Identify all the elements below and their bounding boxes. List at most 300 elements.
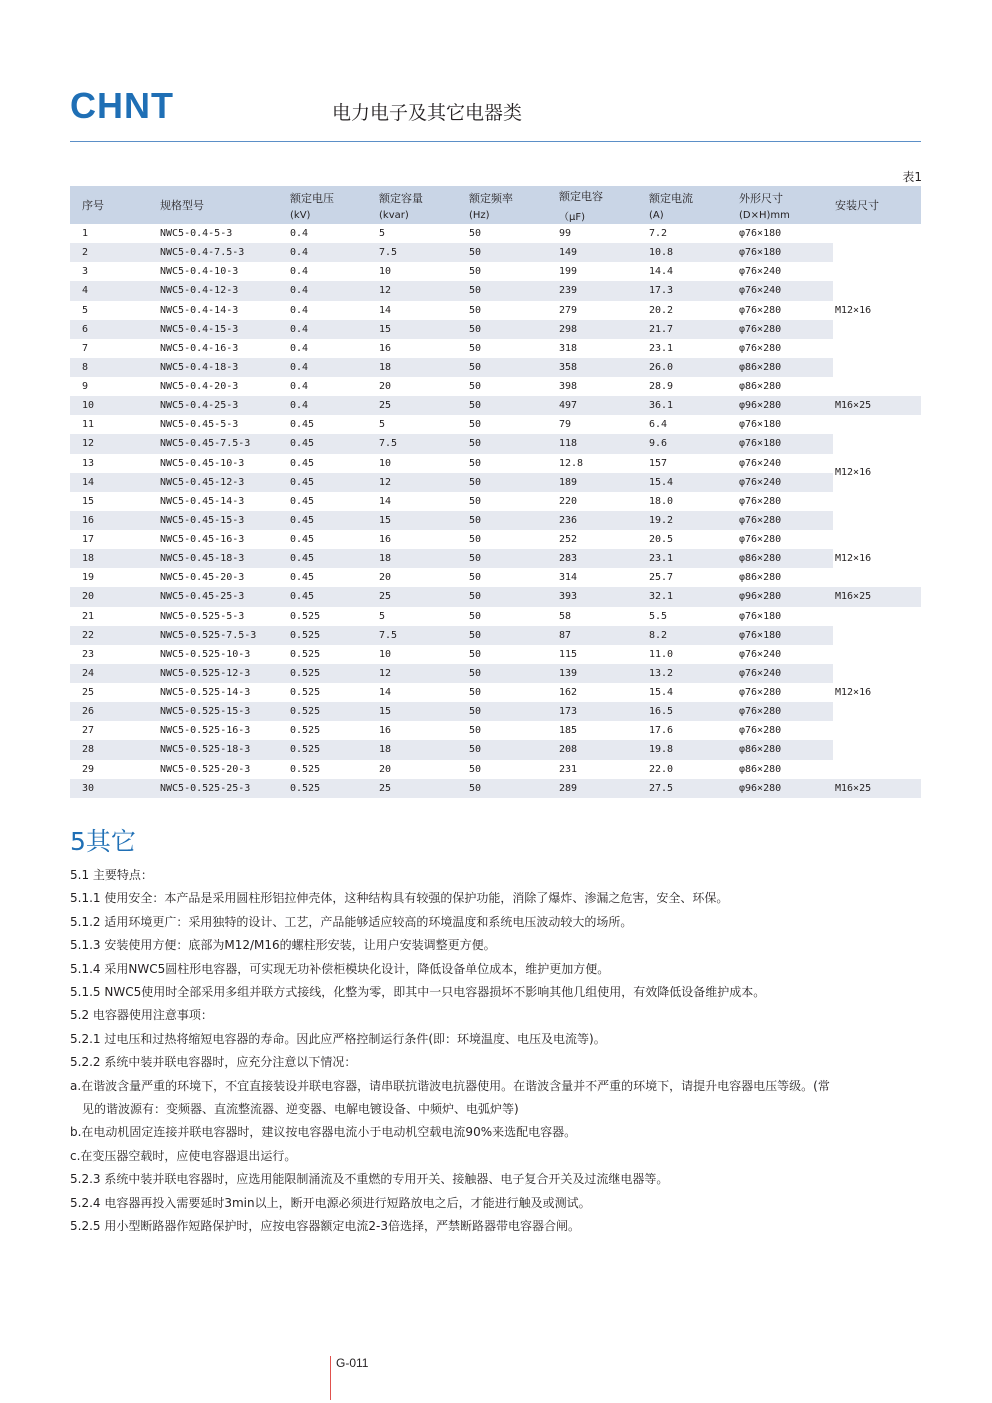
table-row — [70, 740, 921, 759]
row-index-cell: 2 — [70, 243, 160, 262]
row-voltage-cell: 0.45 — [290, 457, 315, 469]
row-current-cell: 19.2 — [649, 511, 739, 530]
row-capacitance-cell: 318 — [559, 342, 578, 354]
row-dimensions-cell: φ96×280 — [739, 779, 833, 798]
row-frequency-cell: 50 — [469, 434, 559, 453]
row-capacitance-cell: 118 — [559, 434, 649, 453]
row-model-cell: NWC5-0.4-16-3 — [160, 342, 239, 354]
row-index-cell: 25 — [82, 687, 95, 699]
row-frequency-cell: 50 — [469, 381, 482, 393]
row-capacitance-cell: 298 — [559, 320, 649, 339]
page-number: G-011 — [336, 1356, 369, 1370]
table-row — [70, 358, 921, 377]
row-capacitance-cell: 393 — [559, 587, 649, 606]
row-capacitance-cell: 185 — [559, 725, 578, 737]
row-voltage-cell: 0.4 — [290, 381, 309, 393]
row-capacitance-cell: 208 — [559, 740, 649, 759]
row-capacity-cell: 5 — [379, 419, 386, 431]
row-dimensions-cell: φ76×180 — [739, 228, 782, 240]
row-current-cell: 16.5 — [649, 702, 739, 721]
col-header-current: 额定电流 (A) — [649, 186, 739, 224]
row-dimensions-cell: φ86×280 — [739, 381, 782, 393]
row-model-cell: NWC5-0.525-12-3 — [160, 664, 290, 683]
col-header-dimensions: 外形尺寸 (D×H)mm — [739, 186, 833, 224]
row-capacity-cell: 25 — [379, 779, 469, 798]
row-model-cell: NWC5-0.525-20-3 — [160, 763, 251, 775]
table-row — [70, 587, 921, 606]
row-current-cell: 6.4 — [649, 419, 668, 431]
row-dimensions-cell: φ76×280 — [739, 702, 833, 721]
row-voltage-cell: 0.525 — [290, 626, 379, 645]
row-dimensions-cell: φ76×180 — [739, 243, 833, 262]
row-current-cell: 21.7 — [649, 320, 739, 339]
row-capacitance-cell: 79 — [559, 419, 572, 431]
row-capacitance-cell: 239 — [559, 281, 649, 300]
row-current-cell: 10.8 — [649, 243, 739, 262]
row-frequency-cell: 50 — [469, 549, 559, 568]
row-capacitance-cell: 398 — [559, 381, 578, 393]
row-frequency-cell: 50 — [469, 740, 559, 759]
row-dimensions-cell: φ76×180 — [739, 434, 833, 453]
row-dimensions-cell: φ76×280 — [739, 495, 782, 507]
row-capacity-cell: 20 — [379, 763, 392, 775]
row-voltage-cell: 0.525 — [290, 664, 379, 683]
row-capacitance-cell: 199 — [559, 266, 578, 278]
row-frequency-cell: 50 — [469, 358, 559, 377]
row-current-cell: 22.0 — [649, 763, 674, 775]
row-capacitance-cell: 58 — [559, 610, 572, 622]
row-dimensions-cell: φ86×280 — [739, 763, 782, 775]
col-header-capacitance: 额定电容 （μF) — [559, 186, 649, 224]
table-row — [70, 243, 921, 262]
row-capacity-cell: 15 — [379, 320, 469, 339]
row-index-cell: 3 — [82, 266, 89, 278]
row-voltage-cell: 0.4 — [290, 281, 379, 300]
row-index-cell: 7 — [82, 342, 89, 354]
table-row — [70, 607, 921, 626]
row-capacitance-cell: 189 — [559, 473, 649, 492]
row-index-cell: 15 — [82, 495, 95, 507]
row-current-cell: 27.5 — [649, 779, 739, 798]
row-frequency-cell: 50 — [469, 342, 482, 354]
row-model-cell: NWC5-0.45-7.5-3 — [160, 434, 290, 453]
note-paragraph: 5.2 电容器使用注意事项： — [70, 1008, 213, 1023]
row-voltage-cell: 0.4 — [290, 243, 379, 262]
row-capacitance-cell: 162 — [559, 687, 578, 699]
row-capacity-cell: 16 — [379, 342, 392, 354]
row-current-cell: 13.2 — [649, 664, 739, 683]
row-index-cell: 28 — [70, 740, 160, 759]
row-frequency-cell: 50 — [469, 648, 482, 660]
row-voltage-cell: 0.525 — [290, 648, 321, 660]
row-frequency-cell: 50 — [469, 763, 482, 775]
row-current-cell: 23.1 — [649, 342, 674, 354]
row-voltage-cell: 0.45 — [290, 473, 379, 492]
row-index-cell: 26 — [70, 702, 160, 721]
row-frequency-cell: 50 — [469, 243, 559, 262]
row-current-cell: 15.4 — [649, 473, 739, 492]
row-dimensions-cell: φ76×280 — [739, 534, 782, 546]
page-title: 电力电子及其它电器类 — [332, 102, 523, 124]
row-current-cell: 32.1 — [649, 587, 739, 606]
note-paragraph: 5.2.4 电容器再投入需要延时3min以上，断开电源必须进行短路放电之后，才能进行触及或测试。 — [70, 1195, 591, 1210]
row-voltage-cell: 0.4 — [290, 358, 379, 377]
row-capacity-cell: 10 — [379, 648, 392, 660]
row-model-cell: NWC5-0.45-18-3 — [160, 549, 290, 568]
row-capacity-cell: 14 — [379, 304, 392, 316]
row-capacitance-cell: 497 — [559, 396, 649, 415]
row-frequency-cell: 50 — [469, 457, 482, 469]
row-capacity-cell: 16 — [379, 534, 392, 546]
chint-logo: CHNT — [70, 85, 174, 126]
row-model-cell: NWC5-0.525-5-3 — [160, 610, 245, 622]
note-paragraph: c.在变压器空载时，应使电容器退出运行。 — [70, 1148, 297, 1163]
row-capacitance-cell: 252 — [559, 534, 578, 546]
table-row — [70, 530, 921, 549]
row-capacity-cell: 14 — [379, 687, 392, 699]
row-current-cell: 14.4 — [649, 266, 674, 278]
row-current-cell: 19.8 — [649, 740, 739, 759]
row-voltage-cell: 0.525 — [290, 702, 379, 721]
row-capacitance-cell: 149 — [559, 243, 649, 262]
table-row — [70, 645, 921, 664]
row-voltage-cell: 0.525 — [290, 725, 321, 737]
row-capacity-cell: 18 — [379, 358, 469, 377]
row-voltage-cell: 0.4 — [290, 228, 309, 240]
row-capacitance-cell: 283 — [559, 549, 649, 568]
row-current-cell: 23.1 — [649, 549, 739, 568]
row-dimensions-cell: φ76×280 — [739, 342, 782, 354]
row-voltage-cell: 0.525 — [290, 740, 379, 759]
row-model-cell: NWC5-0.45-20-3 — [160, 572, 245, 584]
row-frequency-cell: 50 — [469, 610, 482, 622]
row-frequency-cell: 50 — [469, 281, 559, 300]
row-frequency-cell: 50 — [469, 664, 559, 683]
row-index-cell: 12 — [70, 434, 160, 453]
notes-section — [70, 864, 921, 1239]
row-dimensions-cell: φ76×240 — [739, 281, 833, 300]
row-capacity-cell: 16 — [379, 725, 392, 737]
row-current-cell: 17.3 — [649, 281, 739, 300]
row-index-cell: 13 — [82, 457, 95, 469]
row-voltage-cell: 0.45 — [290, 511, 379, 530]
note-paragraph: b.在电动机固定连接并联电容器时，建议按电容器电流小于电动机空载电流90%来选配电容器。 — [70, 1125, 577, 1140]
table-row — [70, 626, 921, 645]
row-model-cell: NWC5-0.525-14-3 — [160, 687, 251, 699]
row-model-cell: NWC5-0.525-25-3 — [160, 779, 290, 798]
row-frequency-cell: 50 — [469, 266, 482, 278]
row-current-cell: 157 — [649, 457, 668, 469]
row-dimensions-cell: φ76×240 — [739, 664, 833, 683]
row-capacity-cell: 10 — [379, 457, 392, 469]
row-dimensions-cell: φ86×280 — [739, 740, 833, 759]
table-header-row — [70, 186, 921, 224]
row-dimensions-cell: φ76×240 — [739, 648, 782, 660]
row-index-cell: 6 — [70, 320, 160, 339]
row-voltage-cell: 0.45 — [290, 549, 379, 568]
row-dimensions-cell: φ86×280 — [739, 358, 833, 377]
row-capacity-cell: 20 — [379, 572, 392, 584]
table-row — [70, 549, 921, 568]
row-voltage-cell: 0.525 — [290, 687, 321, 699]
table-row — [70, 301, 921, 320]
row-dimensions-cell: φ86×280 — [739, 549, 833, 568]
row-voltage-cell: 0.525 — [290, 763, 321, 775]
row-voltage-cell: 0.45 — [290, 495, 315, 507]
row-voltage-cell: 0.45 — [290, 419, 315, 431]
row-current-cell: 25.7 — [649, 572, 674, 584]
row-mounting-cell: M12×16 — [833, 530, 921, 587]
row-model-cell: NWC5-0.45-14-3 — [160, 495, 245, 507]
row-model-cell: NWC5-0.4-25-3 — [160, 396, 290, 415]
row-capacity-cell: 12 — [379, 473, 469, 492]
row-index-cell: 27 — [82, 725, 95, 737]
row-model-cell: NWC5-0.45-10-3 — [160, 457, 245, 469]
table-row — [70, 568, 921, 587]
row-current-cell: 28.9 — [649, 381, 674, 393]
row-model-cell: NWC5-0.525-16-3 — [160, 725, 251, 737]
row-frequency-cell: 50 — [469, 572, 482, 584]
row-index-cell: 29 — [82, 763, 95, 775]
row-capacity-cell: 7.5 — [379, 626, 469, 645]
row-mounting-cell: M12×16 — [833, 224, 921, 396]
row-frequency-cell: 50 — [469, 320, 559, 339]
row-dimensions-cell: φ96×280 — [739, 396, 833, 415]
row-model-cell: NWC5-0.4-5-3 — [160, 228, 233, 240]
row-capacity-cell: 12 — [379, 664, 469, 683]
row-index-cell: 11 — [82, 419, 95, 431]
row-model-cell: NWC5-0.525-18-3 — [160, 740, 290, 759]
table-row — [70, 779, 921, 798]
row-voltage-cell: 0.4 — [290, 266, 309, 278]
row-capacitance-cell: 236 — [559, 511, 649, 530]
row-dimensions-cell: φ76×280 — [739, 687, 782, 699]
col-header-frequency: 额定频率 (Hz) — [469, 186, 559, 224]
row-index-cell: 21 — [82, 610, 95, 622]
row-capacitance-cell: 358 — [559, 358, 649, 377]
row-model-cell: NWC5-0.45-5-3 — [160, 419, 239, 431]
table-row — [70, 492, 921, 511]
row-capacity-cell: 12 — [379, 281, 469, 300]
header-divider — [70, 141, 921, 142]
row-model-cell: NWC5-0.4-12-3 — [160, 281, 290, 300]
row-dimensions-cell: φ76×240 — [739, 457, 782, 469]
table-body — [70, 224, 921, 798]
row-current-cell: 20.5 — [649, 534, 674, 546]
row-dimensions-cell: φ76×280 — [739, 320, 833, 339]
row-voltage-cell: 0.4 — [290, 320, 379, 339]
row-frequency-cell: 50 — [469, 473, 559, 492]
row-capacitance-cell: 115 — [559, 648, 578, 660]
table-row — [70, 683, 921, 702]
row-dimensions-cell: φ76×280 — [739, 304, 782, 316]
row-index-cell: 17 — [82, 534, 95, 546]
row-capacitance-cell: 173 — [559, 702, 649, 721]
footer-accent-line — [330, 1356, 331, 1400]
note-paragraph: 5.1 主要特点： — [70, 868, 153, 882]
row-capacity-cell: 5 — [379, 610, 386, 622]
table-row — [70, 224, 921, 243]
row-model-cell: NWC5-0.525-7.5-3 — [160, 626, 290, 645]
table-row — [70, 377, 921, 396]
table-row — [70, 511, 921, 530]
row-capacity-cell: 15 — [379, 702, 469, 721]
note-paragraph: 5.2.3 系统中装并联电容器时，应选用能限制涌流及不重燃的专用开关、接触器、电子复合开关及过流继电器等。 — [70, 1172, 669, 1187]
row-frequency-cell: 50 — [469, 419, 482, 431]
row-index-cell: 20 — [70, 587, 160, 606]
table-row — [70, 434, 921, 453]
row-capacitance-cell: 220 — [559, 495, 578, 507]
row-model-cell: NWC5-0.45-25-3 — [160, 587, 290, 606]
row-voltage-cell: 0.45 — [290, 572, 315, 584]
row-dimensions-cell: φ76×180 — [739, 610, 782, 622]
row-index-cell: 9 — [82, 381, 89, 393]
row-frequency-cell: 50 — [469, 534, 482, 546]
row-current-cell: 17.6 — [649, 725, 674, 737]
row-frequency-cell: 50 — [469, 228, 482, 240]
row-index-cell: 10 — [70, 396, 160, 415]
col-header-mounting: 安装尺寸 — [833, 186, 921, 224]
row-index-cell: 24 — [70, 664, 160, 683]
row-voltage-cell: 0.4 — [290, 304, 309, 316]
row-frequency-cell: 50 — [469, 702, 559, 721]
row-dimensions-cell: φ96×280 — [739, 587, 833, 606]
table-row — [70, 454, 921, 473]
row-dimensions-cell: φ76×180 — [739, 419, 782, 431]
row-capacity-cell: 7.5 — [379, 243, 469, 262]
row-frequency-cell: 50 — [469, 511, 559, 530]
table-row — [70, 760, 921, 779]
table-row — [70, 262, 921, 281]
row-capacitance-cell: 289 — [559, 779, 649, 798]
row-index-cell: 8 — [70, 358, 160, 377]
row-frequency-cell: 50 — [469, 396, 559, 415]
col-header-voltage: 额定电压 (kV) — [290, 186, 379, 224]
row-model-cell: NWC5-0.4-10-3 — [160, 266, 239, 278]
row-index-cell: 18 — [70, 549, 160, 568]
table-row — [70, 339, 921, 358]
table-row — [70, 415, 921, 434]
row-capacity-cell: 18 — [379, 549, 469, 568]
row-voltage-cell: 0.4 — [290, 396, 379, 415]
row-mounting-cell: M16×25 — [833, 396, 921, 415]
row-voltage-cell: 0.45 — [290, 434, 379, 453]
row-capacity-cell: 10 — [379, 266, 392, 278]
row-capacitance-cell: 87 — [559, 626, 649, 645]
row-index-cell: 5 — [82, 304, 89, 316]
row-current-cell: 8.2 — [649, 626, 739, 645]
row-index-cell: 16 — [70, 511, 160, 530]
row-capacity-cell: 7.5 — [379, 434, 469, 453]
row-index-cell: 22 — [70, 626, 160, 645]
note-paragraph: 5.2.2 系统中装并联电容器时，应充分注意以下情况： — [70, 1055, 357, 1070]
row-voltage-cell: 0.525 — [290, 610, 321, 622]
row-current-cell: 5.5 — [649, 610, 668, 622]
row-dimensions-cell: φ76×240 — [739, 266, 782, 278]
row-model-cell: NWC5-0.4-14-3 — [160, 304, 239, 316]
row-model-cell: NWC5-0.45-12-3 — [160, 473, 290, 492]
note-paragraph: 5.1.3 安装使用方便：底部为M12/M16的螺柱形安装，让用户安装调整更方便。 — [70, 938, 496, 953]
table-row — [70, 320, 921, 339]
row-capacity-cell: 25 — [379, 396, 469, 415]
table-row — [70, 702, 921, 721]
row-model-cell: NWC5-0.4-7.5-3 — [160, 243, 290, 262]
table-row — [70, 721, 921, 740]
note-paragraph: 5.1.1 使用安全：本产品是采用圆柱形铝拉伸壳体，这种结构具有较强的保护功能，消除了爆炸、渗漏之危害，安全、环保。 — [70, 891, 729, 906]
note-paragraph: 5.2.5 用小型断路器作短路保护时，应按电容器额定电流2-3倍选择，严禁断路器带电容器合闸。 — [70, 1219, 580, 1234]
spec-table — [70, 186, 921, 798]
row-current-cell: 11.0 — [649, 648, 674, 660]
row-frequency-cell: 50 — [469, 779, 559, 798]
row-model-cell: NWC5-0.525-10-3 — [160, 648, 251, 660]
row-frequency-cell: 50 — [469, 626, 559, 645]
note-paragraph: 5.1.4 采用NWC5圆柱形电容器，可实现无功补偿柜模块化设计，降低设备单位成本，维护更加方便。 — [70, 961, 610, 976]
table-row — [70, 473, 921, 492]
row-index-cell: 14 — [70, 473, 160, 492]
row-index-cell: 23 — [82, 648, 95, 660]
col-header-index: 序号 — [70, 186, 160, 224]
row-capacity-cell: 5 — [379, 228, 386, 240]
row-frequency-cell: 50 — [469, 687, 482, 699]
row-voltage-cell: 0.525 — [290, 779, 379, 798]
row-frequency-cell: 50 — [469, 495, 482, 507]
row-current-cell: 20.2 — [649, 304, 674, 316]
row-index-cell: 30 — [70, 779, 160, 798]
table-row — [70, 281, 921, 300]
row-frequency-cell: 50 — [469, 725, 482, 737]
col-header-model: 规格型号 — [160, 186, 290, 224]
section-title: 5其它 — [70, 827, 136, 856]
col-header-capacity: 额定容量 (kvar) — [379, 186, 469, 224]
row-voltage-cell: 0.45 — [290, 534, 315, 546]
row-frequency-cell: 50 — [469, 304, 482, 316]
note-paragraph: 5.1.2 适用环境更广：采用独特的设计、工艺，产品能够适应较高的环境温度和系统电压波动较大的场所。 — [70, 914, 633, 929]
row-capacity-cell: 18 — [379, 740, 469, 759]
row-dimensions-cell: φ76×240 — [739, 473, 833, 492]
row-model-cell: NWC5-0.525-15-3 — [160, 702, 290, 721]
row-index-cell: 1 — [82, 228, 89, 240]
table-row — [70, 664, 921, 683]
table-caption: 表1 — [902, 170, 922, 184]
note-paragraph: 5.2.1 过电压和过热将缩短电容器的寿命。因此应严格控制运行条件(即：环境温度、电压及电流等)。 — [70, 1031, 606, 1046]
row-model-cell: NWC5-0.4-20-3 — [160, 381, 239, 393]
row-capacitance-cell: 231 — [559, 763, 578, 775]
row-current-cell: 36.1 — [649, 396, 739, 415]
table-row — [70, 396, 921, 415]
note-paragraph: a.在谐波含量严重的环境下，不宜直接装设并联电容器，请串联抗谐波电抗器使用。在谐波含量并不严重的环境下，请提升电容器电压等级。(常 — [70, 1078, 830, 1093]
row-mounting-cell: M12×16 — [833, 415, 921, 530]
row-model-cell: NWC5-0.4-15-3 — [160, 320, 290, 339]
row-capacitance-cell: 99 — [559, 228, 572, 240]
row-capacity-cell: 15 — [379, 511, 469, 530]
row-index-cell: 19 — [82, 572, 95, 584]
row-mounting-cell: M16×25 — [833, 587, 921, 606]
row-current-cell: 18.0 — [649, 495, 674, 507]
row-frequency-cell: 50 — [469, 587, 559, 606]
row-mounting-cell: M16×25 — [833, 779, 921, 798]
row-current-cell: 15.4 — [649, 687, 674, 699]
row-capacity-cell: 25 — [379, 587, 469, 606]
row-model-cell: NWC5-0.45-15-3 — [160, 511, 290, 530]
row-capacity-cell: 14 — [379, 495, 392, 507]
row-voltage-cell: 0.45 — [290, 587, 379, 606]
row-dimensions-cell: φ86×280 — [739, 572, 782, 584]
row-model-cell: NWC5-0.4-18-3 — [160, 358, 290, 377]
row-current-cell: 9.6 — [649, 434, 739, 453]
row-dimensions-cell: φ76×280 — [739, 725, 782, 737]
row-capacitance-cell: 314 — [559, 572, 578, 584]
row-capacitance-cell: 12.8 — [559, 457, 584, 469]
